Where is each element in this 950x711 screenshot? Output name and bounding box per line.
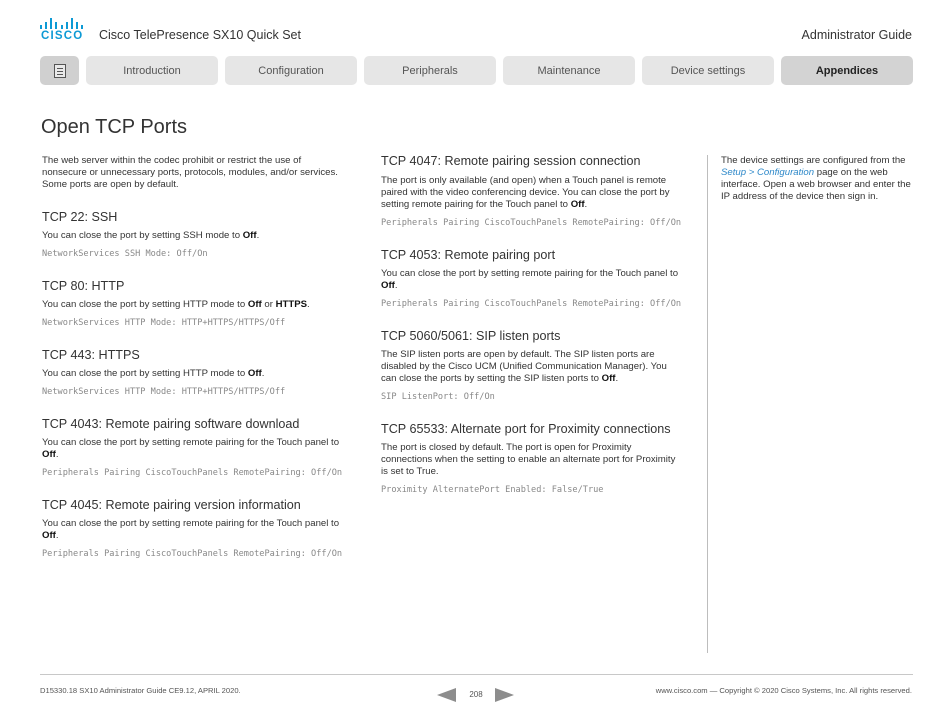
footer-copyright: www.cisco.com — Copyright © 2020 Cisco Systems, Inc. All rights reserved. [655, 686, 912, 695]
section-text-https: You can close the port by setting HTTP mode to Off. [42, 368, 265, 379]
section-title-4053: TCP 4053: Remote pairing port [381, 248, 556, 262]
tab-introduction[interactable]: Introduction [86, 56, 218, 85]
nav-tabs [40, 56, 913, 85]
tab-configuration[interactable]: Configuration [225, 56, 357, 85]
code-https: NetworkServices HTTP Mode: HTTP+HTTPS/HTTPS/Off [42, 387, 286, 397]
cisco-logo-text: CISCO [41, 30, 84, 42]
section-text-4043: You can close the port by setting remote pairing for the Touch panel to Off. [42, 437, 340, 460]
column-middle [381, 154, 681, 496]
page-title: Open TCP Ports [41, 116, 187, 138]
code-ssh: NetworkServices SSH Mode: Off/On [42, 249, 208, 259]
section-title-sip: TCP 5060/5061: SIP listen ports [381, 329, 561, 343]
section-text-4047: The port is only available (and open) when a Touch panel is remote paired with the video conferencing device. You can close the port by setting remote pairing for the Touch panel to Off. [381, 175, 670, 210]
code-4053: Peripherals Pairing CiscoTouchPanels RemotePairing: Off/On [381, 299, 682, 309]
intro-text: The web server within the codec prohibit or restrict the use of nonsecure or unnecessary ports, protocols, modules, and/or services. Some ports are open by default. [42, 155, 338, 190]
code-65533: Proximity AlternatePort Enabled: False/True [381, 485, 604, 495]
product-name: Cisco TelePresence SX10 Quick Set [99, 28, 301, 42]
tab-peripherals[interactable]: Peripherals [364, 56, 496, 85]
section-title-4047: TCP 4047: Remote pairing session connection [381, 154, 641, 168]
section-title-65533: TCP 65533: Alternate port for Proximity connections [381, 422, 671, 436]
tab-maintenance[interactable]: Maintenance [503, 56, 635, 85]
footer-document-id: D15330.18 SX10 Administrator Guide CE9.12, APRIL 2020. [40, 686, 241, 695]
code-4047: Peripherals Pairing CiscoTouchPanels RemotePairing: Off/On [381, 218, 682, 228]
section-text-http: You can close the port by setting HTTP mode to Off or HTTPS. [42, 299, 310, 310]
section-title-https: TCP 443: HTTPS [42, 348, 140, 362]
column-left [42, 155, 342, 560]
document-icon [54, 64, 66, 78]
section-title-4045: TCP 4045: Remote pairing version information [42, 498, 301, 512]
section-text-ssh: You can close the port by setting SSH mode to Off. [42, 230, 260, 241]
cisco-logo-bars-icon [40, 17, 84, 29]
code-http: NetworkServices HTTP Mode: HTTP+HTTPS/HTTPS/Off [42, 318, 286, 328]
section-title-4043: TCP 4043: Remote pairing software download [42, 417, 300, 431]
cisco-logo [40, 17, 84, 43]
section-title-ssh: TCP 22: SSH [42, 210, 118, 224]
section-text-65533: The port is closed by default. The port is open for Proximity connections when the setting to enable an alternate port for Proximity is set to True. [381, 442, 676, 477]
code-4045: Peripherals Pairing CiscoTouchPanels RemotePairing: Off/On [42, 549, 343, 559]
code-4043: Peripherals Pairing CiscoTouchPanels RemotePairing: Off/On [42, 468, 343, 478]
footer-divider [40, 674, 913, 675]
column-right [721, 155, 911, 203]
sidenote-text: The device settings are configured from the Setup > Configuration page on the web interface. Open a web browser and enter the IP address of the device then sign in. [721, 155, 911, 202]
setup-configuration-link[interactable]: Setup > Configuration [721, 167, 815, 178]
code-sip: SIP ListenPort: Off/On [381, 392, 495, 402]
tab-appendices[interactable]: Appendices [781, 56, 913, 85]
tab-contents[interactable] [40, 56, 79, 85]
guide-name: Administrator Guide [801, 28, 912, 42]
column-divider [707, 155, 708, 653]
page-number: 208 [469, 690, 483, 699]
section-title-http: TCP 80: HTTP [42, 279, 125, 293]
section-text-4045: You can close the port by setting remote pairing for the Touch panel to Off. [42, 518, 340, 541]
section-text-sip: The SIP listen ports are open by default. The SIP listen ports are disabled by the Cisco UCM (Unified Communication Manager). You can close the ports by setting the SIP listen ports to Off. [381, 349, 667, 384]
previous-page-arrow-icon[interactable] [437, 688, 456, 702]
next-page-arrow-icon[interactable] [495, 688, 514, 702]
tab-device-settings[interactable]: Device settings [642, 56, 774, 85]
section-text-4053: You can close the port by setting remote pairing for the Touch panel to Off. [381, 268, 679, 291]
